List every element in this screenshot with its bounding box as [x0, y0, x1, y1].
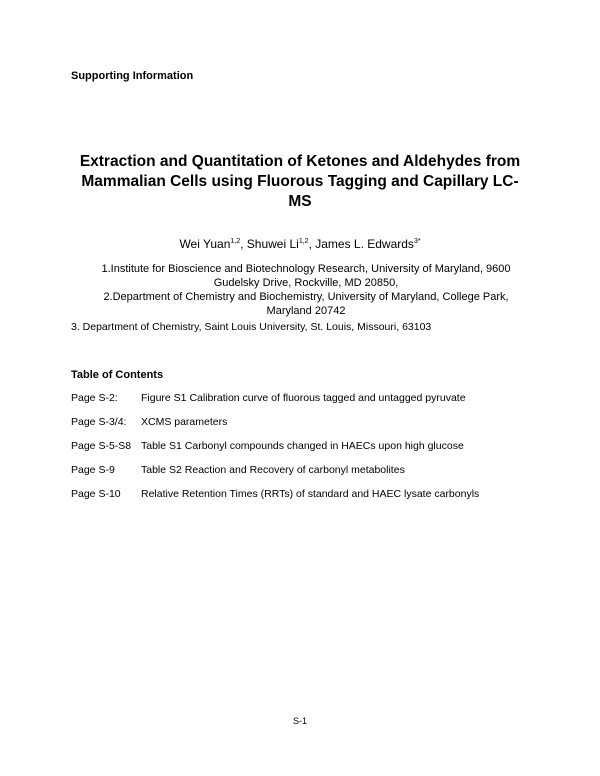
toc-description: Table S2 Reaction and Recovery of carbonyl metabolites	[141, 464, 405, 476]
author-name: James L. Edwards	[315, 237, 414, 251]
toc-heading: Table of Contents	[71, 369, 164, 381]
title-line: Extraction and Quantitation of Ketones and Aldehydes from	[79, 153, 521, 170]
affiliation-line: 3. Department of Chemistry, Saint Louis University, St. Louis, Missouri, 63103	[71, 321, 432, 333]
author-name: Shuwei Li	[246, 237, 299, 251]
toc-description: Figure S1 Calibration curve of fluorous tagged and untagged pyruvate	[141, 392, 466, 404]
toc-description: Relative Retention Times (RRTs) of standard and HAEC lysate carbonyls	[141, 488, 480, 500]
affiliation-line: 2.Department of Chemistry and Biochemistry, University of Maryland, College Park,	[103, 291, 509, 303]
affiliation-line: Maryland 20742	[266, 305, 346, 317]
paper-title	[60, 152, 540, 212]
toc-page-ref: Page S-10	[71, 488, 121, 500]
toc-page-ref: Page S-2:	[71, 392, 118, 404]
page-number: S-1	[292, 716, 307, 726]
toc-description: XCMS parameters	[141, 416, 228, 428]
author-affiliation-marker: 3*	[413, 238, 421, 245]
author-list	[0, 237, 600, 251]
affiliation-3	[71, 320, 431, 334]
toc-page-ref: Page S-5-S8	[71, 440, 132, 452]
author-separator: ,	[308, 237, 316, 251]
affiliation-1	[70, 262, 542, 290]
affiliation-line: Gudelsky Drive, Rockville, MD 20850,	[213, 277, 399, 289]
author-affiliation-marker: 1,2	[298, 238, 309, 245]
toc-page-ref: Page S-3/4:	[71, 416, 127, 428]
title-line: MS	[288, 193, 312, 210]
author-affiliation-marker: 1,2	[230, 238, 241, 245]
toc-page-ref: Page S-9	[71, 464, 115, 476]
supporting-information-heading: Supporting Information	[71, 70, 194, 82]
affiliation-line: 1.Institute for Bioscience and Biotechnology Research, University of Maryland, 9600	[101, 263, 511, 275]
author-separator: ,	[240, 237, 247, 251]
affiliation-2	[70, 290, 542, 318]
toc-description: Table S1 Carbonyl compounds changed in HAECs upon high glucose	[141, 440, 464, 452]
author-name: Wei Yuan	[179, 237, 231, 251]
title-line: Mammalian Cells using Fluorous Tagging and Capillary LC-	[81, 173, 519, 190]
